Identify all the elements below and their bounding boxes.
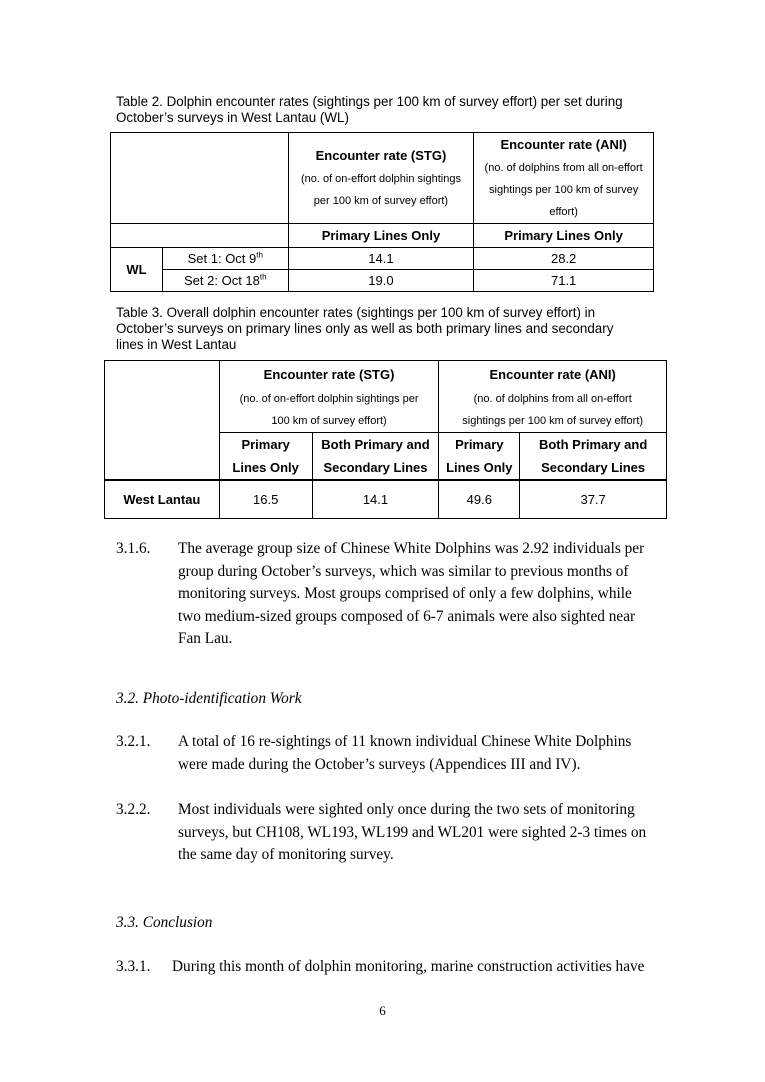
table3-ani-header: Encounter rate (ANI) (no. of dolphins from all on-effort sightings per 100 km of survey effort) <box>439 361 667 433</box>
table3-caption-line2: October’s surveys on primary lines only as well as both primary lines and secondary <box>116 321 614 336</box>
table3-ani-primary-label: Primary Lines Only <box>439 433 520 481</box>
paragraph-number: 3.1.6. <box>116 540 151 557</box>
table2-subheader-row <box>111 224 654 248</box>
table3 <box>104 360 667 519</box>
table2-blank-cell <box>111 224 289 248</box>
table2-header-row <box>111 133 654 224</box>
table3-stg-header: Encounter rate (STG) (no. of on-effort dolphin sightings per 100 km of survey effort) <box>219 361 439 433</box>
table2-set-label: Set 1: Oct 9th <box>162 248 288 270</box>
paragraph-3-3-1 <box>0 956 765 980</box>
table2-caption-line2: October’s surveys in West Lantau (WL) <box>116 110 349 125</box>
table3-value: 14.1 <box>312 480 439 518</box>
table3-row-label: West Lantau <box>105 480 220 518</box>
table-row <box>105 480 667 518</box>
table3-stg-primary-label: Primary Lines Only <box>219 433 312 481</box>
table3-value: 49.6 <box>439 480 520 518</box>
table2-caption <box>116 94 676 126</box>
paragraph-number: 3.3.1. <box>116 958 151 975</box>
table2-ani-header: Encounter rate (ANI) (no. of dolphins from all on-effort sightings per 100 km of survey effort) <box>474 133 654 224</box>
paragraph-3-2-1 <box>0 731 765 781</box>
table-row <box>111 270 654 292</box>
table3-value: 16.5 <box>219 480 312 518</box>
table3-ani-both-label: Both Primary and Secondary Lines <box>520 433 667 481</box>
paragraph-number: 3.2.1. <box>116 733 151 750</box>
table2-stg-primary-label: Primary Lines Only <box>288 224 474 248</box>
paragraph-3-2-2 <box>0 799 765 871</box>
paragraph-number: 3.2.2. <box>116 801 151 818</box>
paragraph-text: During this month of dolphin monitoring, marine construction activities have <box>172 958 645 975</box>
table2-caption-line1: Table 2. Dolphin encounter rates (sightings per 100 km of survey effort) per set during <box>116 94 623 109</box>
table3-caption <box>116 305 676 353</box>
section-heading-3-2: 3.2. Photo-identification Work <box>116 690 302 707</box>
table2-corner-cell <box>111 133 289 224</box>
table2 <box>110 132 654 292</box>
table3-header-row <box>105 361 667 433</box>
table3-stg-both-label: Both Primary and Secondary Lines <box>312 433 439 481</box>
table3-caption-line3: lines in West Lantau <box>116 337 237 352</box>
table2-stg-value: 19.0 <box>288 270 474 292</box>
paragraph-3-1-6 <box>0 538 765 658</box>
page-number: 6 <box>379 1003 386 1018</box>
table3-caption-line1: Table 3. Overall dolphin encounter rates (sightings per 100 km of survey effort) in <box>116 305 596 320</box>
table2-area-label: WL <box>111 248 163 292</box>
table2-ani-primary-label: Primary Lines Only <box>474 224 654 248</box>
paragraph-text: A total of 16 re-sightings of 11 known individual Chinese White Dolphins were made during the October’s surveys (Appendices III and IV). <box>178 733 632 773</box>
paragraph-text: The average group size of Chinese White Dolphins was 2.92 individuals per group during October’s surveys, which was similar to previous months of monitoring surveys. Most groups comprised of only a few dolphins, while two medium-sized groups composed of 6-7 animals were also sighted near Fan Lau. <box>178 540 645 647</box>
table2-set-label: Set 2: Oct 18th <box>162 270 288 292</box>
table-row <box>111 248 654 270</box>
table2-ani-value: 28.2 <box>474 248 654 270</box>
table2-ani-value: 71.1 <box>474 270 654 292</box>
table2-stg-header: Encounter rate (STG) (no. of on-effort dolphin sightings per 100 km of survey effort) <box>288 133 474 224</box>
table2-stg-value: 14.1 <box>288 248 474 270</box>
table3-corner-cell <box>105 361 220 481</box>
paragraph-text: Most individuals were sighted only once during the two sets of monitoring surveys, but CH108, WL193, WL199 and WL201 were sighted 2-3 times on the same day of monitoring survey. <box>178 801 647 863</box>
table3-value: 37.7 <box>520 480 667 518</box>
section-heading-3-3: 3.3. Conclusion <box>116 914 213 931</box>
